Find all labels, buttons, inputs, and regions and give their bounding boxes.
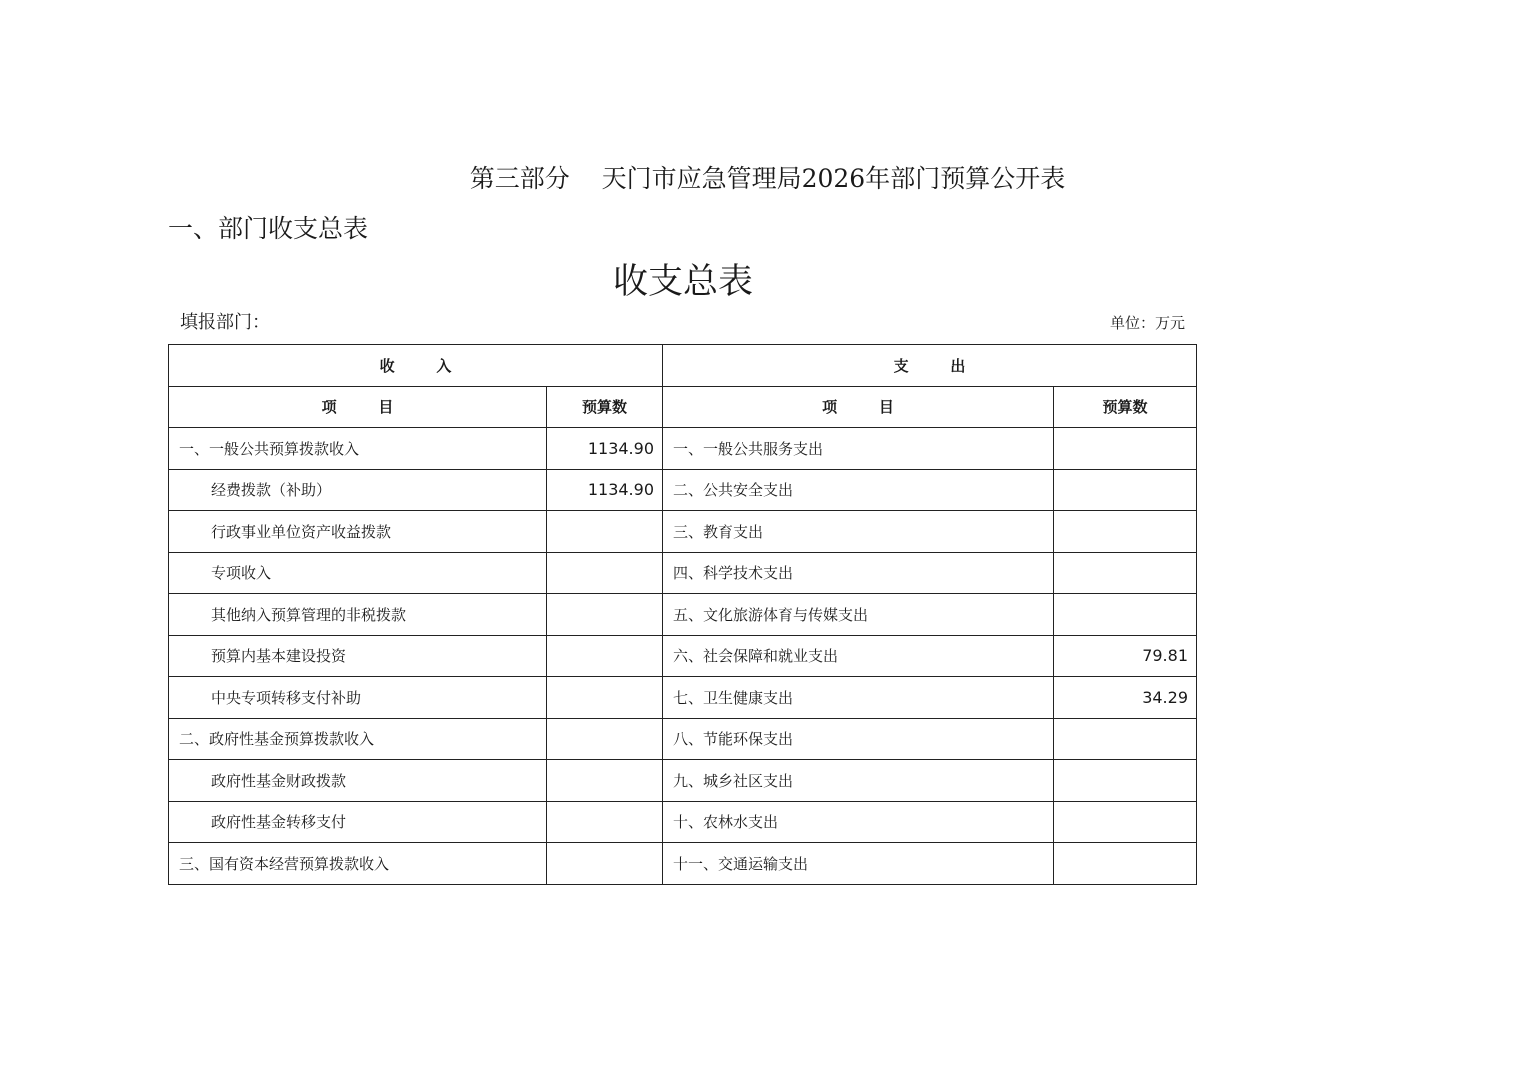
unit-label: 单位：万元 [1109,314,1185,332]
table-row [169,552,1197,594]
income-item-cell: 政府性基金财政拨款 [169,760,547,802]
income-budget-cell [547,552,663,594]
expense-budget-cell [1054,760,1197,802]
expense-item-cell: 六、社会保障和就业支出 [663,635,1054,677]
expense-item-column-header: 项 目 [663,386,1054,428]
expense-item-cell: 七、卫生健康支出 [663,677,1054,719]
expense-header: 支 出 [663,345,1197,387]
expense-item-cell: 十一、交通运输支出 [663,843,1054,885]
table-row [169,843,1197,885]
income-budget-cell: 1134.90 [547,428,663,470]
document-title: 第三部分 天门市应急管理局2026年部门预算公开表 [469,164,1066,193]
fill-department-label: 填报部门： [180,312,270,333]
table-row [169,428,1197,470]
table-row [169,635,1197,677]
expense-budget-cell [1054,801,1197,843]
income-budget-cell [547,677,663,719]
income-item-cell: 一、一般公共预算拨款收入 [169,428,547,470]
income-budget-cell [547,843,663,885]
table-title: 收支总表 [612,262,753,302]
income-item-cell: 中央专项转移支付补助 [169,677,547,719]
expense-budget-cell [1054,718,1197,760]
income-item-cell: 经费拨款（补助） [169,469,547,511]
table-row [169,469,1197,511]
expense-budget-cell: 79.81 [1054,635,1197,677]
table-row [169,760,1197,802]
budget-summary-table [168,344,1197,885]
table-row [169,718,1197,760]
income-item-cell: 二、政府性基金预算拨款收入 [169,718,547,760]
expense-item-cell: 十、农林水支出 [663,801,1054,843]
expense-budget-cell [1054,469,1197,511]
expense-item-cell: 九、城乡社区支出 [663,760,1054,802]
income-item-cell: 其他纳入预算管理的非税拨款 [169,594,547,636]
table-row [169,801,1197,843]
table-body [169,428,1197,885]
table-group-header-row [169,345,1197,387]
expense-budget-cell [1054,511,1197,553]
table-row [169,594,1197,636]
income-item-column-header: 项 目 [169,386,547,428]
table-column-header-row [169,386,1197,428]
expense-item-cell: 二、公共安全支出 [663,469,1054,511]
expense-budget-column-header: 预算数 [1054,386,1197,428]
income-item-cell: 预算内基本建设投资 [169,635,547,677]
income-budget-cell [547,511,663,553]
expense-item-cell: 一、一般公共服务支出 [663,428,1054,470]
expense-item-cell: 八、节能环保支出 [663,718,1054,760]
expense-item-cell: 五、文化旅游体育与传媒支出 [663,594,1054,636]
expense-budget-cell [1054,843,1197,885]
expense-item-cell: 四、科学技术支出 [663,552,1054,594]
table-row [169,511,1197,553]
income-item-cell: 行政事业单位资产收益拨款 [169,511,547,553]
table-row [169,677,1197,719]
expense-budget-cell: 34.29 [1054,677,1197,719]
section-heading: 一、部门收支总表 [168,214,369,243]
income-budget-cell [547,635,663,677]
income-item-cell: 三、国有资本经营预算拨款收入 [169,843,547,885]
income-budget-cell [547,718,663,760]
income-item-cell: 专项收入 [169,552,547,594]
income-header: 收 入 [169,345,663,387]
income-budget-cell: 1134.90 [547,469,663,511]
expense-budget-cell [1054,552,1197,594]
expense-item-cell: 三、教育支出 [663,511,1054,553]
expense-budget-cell [1054,594,1197,636]
income-budget-cell [547,760,663,802]
income-budget-cell [547,594,663,636]
income-item-cell: 政府性基金转移支付 [169,801,547,843]
expense-budget-cell [1054,428,1197,470]
income-budget-column-header: 预算数 [547,386,663,428]
income-budget-cell [547,801,663,843]
